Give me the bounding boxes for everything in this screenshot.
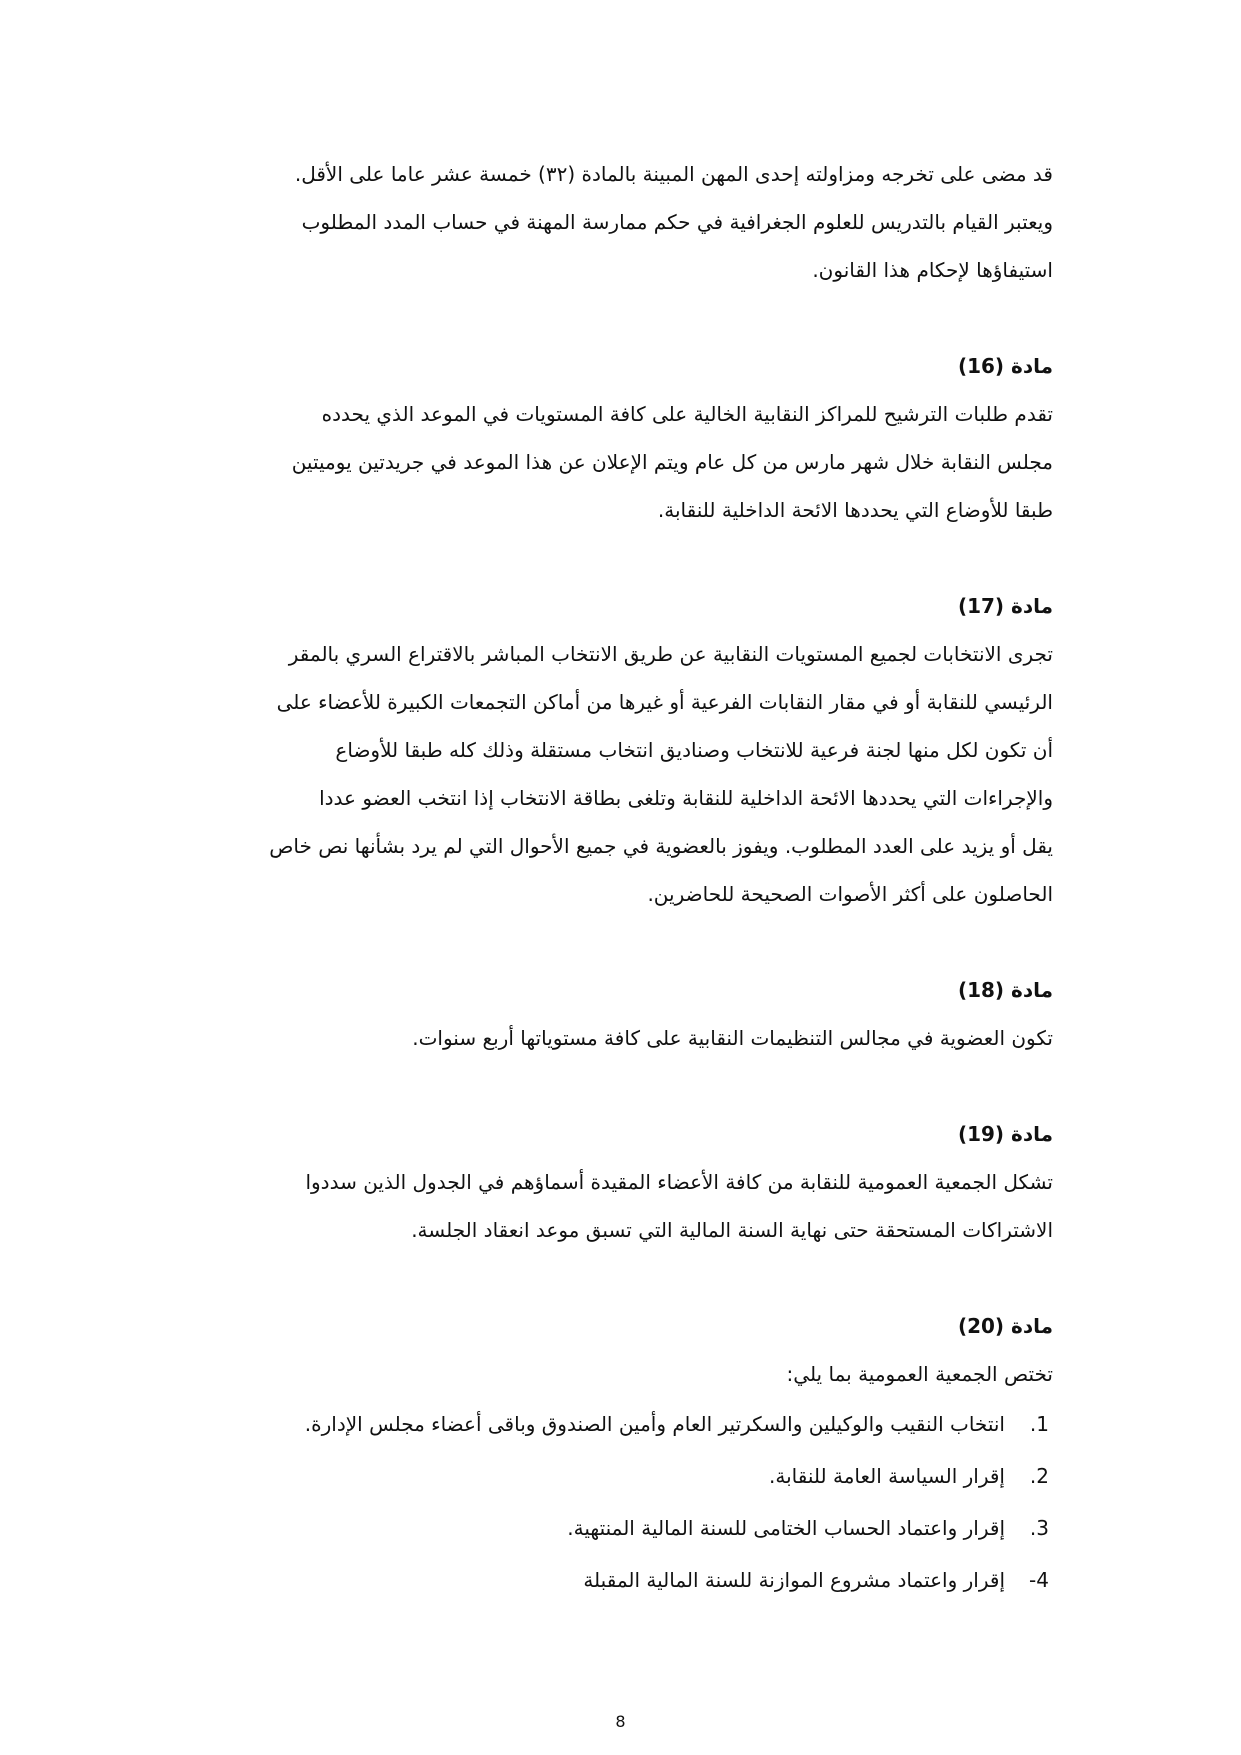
- paragraph-line: تختص الجمعية العمومية بما يلي:: [786, 1362, 1053, 1386]
- paragraph-line: أن تكون لكل منها لجنة فرعية للانتخاب وصناديق انتخاب مستقلة وذلك كله طبقا للأوضاع: [335, 738, 1053, 762]
- list-text: انتخاب النقيب والوكيلين والسكرتير العام وأمين الصندوق وباقى أعضاء مجلس الإدارة.: [304, 1412, 1005, 1436]
- spacer: [173, 1062, 1053, 1110]
- article-17: [173, 582, 1053, 918]
- list-item: [173, 1450, 1053, 1502]
- spacer: [173, 534, 1053, 582]
- paragraph-line: يقل أو يزيد على العدد المطلوب. ويفوز بالعضوية في جميع الأحوال التي لم يرد بشأنها نص خاص: [269, 834, 1053, 858]
- paragraph-line: تكون العضوية في مجالس التنظيمات النقابية على كافة مستوياتها أربع سنوات.: [412, 1026, 1053, 1050]
- numbered-list: [173, 1398, 1053, 1606]
- paragraph-line: تقدم طلبات الترشيح للمراكز النقابية الخالية على كافة المستويات في الموعد الذي يحدده: [321, 402, 1053, 426]
- list-item: [173, 1502, 1053, 1554]
- paragraph-line: مجلس النقابة خلال شهر مارس من كل عام ويتم الإعلان عن هذا الموعد في جريدتين يوميتين: [291, 450, 1053, 474]
- article-16: [173, 342, 1053, 534]
- paragraph-line: تجرى الانتخابات لجميع المستويات النقابية عن طريق الانتخاب المباشر بالاقتراع السري بالمقر: [288, 642, 1053, 666]
- paragraph-line: تشكل الجمعية العمومية للنقابة من كافة الأعضاء المقيدة أسماؤهم في الجدول الذين سددوا: [305, 1170, 1053, 1194]
- document-body: [173, 150, 1053, 1606]
- article-heading: مادة (18): [957, 978, 1053, 1002]
- article-heading: مادة (17): [957, 594, 1053, 618]
- article-heading: مادة (20): [957, 1314, 1053, 1338]
- list-text: إقرار واعتماد الحساب الختامى للسنة المالية المنتهية.: [567, 1516, 1005, 1540]
- spacer: [173, 1254, 1053, 1302]
- paragraph-line: الاشتراكات المستحقة حتى نهاية السنة المالية التي تسبق موعد انعقاد الجلسة.: [411, 1218, 1053, 1242]
- list-number: 2.: [1029, 1464, 1049, 1488]
- paragraph-line: ويعتبر القيام بالتدريس للعلوم الجغرافية في حكم ممارسة المهنة في حساب المدد المطلوب: [301, 210, 1053, 234]
- article-20: [173, 1302, 1053, 1606]
- spacer: [173, 294, 1053, 342]
- article-heading: مادة (19): [957, 1122, 1053, 1146]
- paragraph-line: قد مضى على تخرجه ومزاولته إحدى المهن المبينة بالمادة (٣٢) خمسة عشر عاما على الأقل.: [294, 162, 1053, 186]
- list-number: 1.: [1029, 1412, 1049, 1436]
- list-item: [173, 1398, 1053, 1450]
- spacer: [173, 918, 1053, 966]
- list-item: [173, 1554, 1053, 1606]
- list-text: إقرار واعتماد مشروع الموازنة للسنة المالية المقبلة: [583, 1568, 1005, 1592]
- paragraph-line: طبقا للأوضاع التي يحددها الائحة الداخلية للنقابة.: [657, 498, 1053, 522]
- paragraph-line: الحاصلون على أكثر الأصوات الصحيحة للحاضرين.: [647, 882, 1053, 906]
- list-number: 4-: [1029, 1568, 1049, 1592]
- paragraph-line: استيفاؤها لإحكام هذا القانون.: [812, 258, 1053, 282]
- paragraph-line: والإجراءات التي يحددها الائحة الداخلية للنقابة وتلغى بطاقة الانتخاب إذا انتخب العضو عددا: [319, 786, 1053, 810]
- list-number: 3.: [1029, 1516, 1049, 1540]
- intro-paragraph: [173, 150, 1053, 294]
- article-18: [173, 966, 1053, 1062]
- article-heading: مادة (16): [957, 354, 1053, 378]
- list-text: إقرار السياسة العامة للنقابة.: [769, 1464, 1005, 1488]
- paragraph-line: الرئيسي للنقابة أو في مقار النقابات الفرعية أو غيرها من أماكن التجمعات الكبيرة للأعضاء على: [276, 690, 1053, 714]
- page-number: 8: [615, 1712, 626, 1731]
- article-19: [173, 1110, 1053, 1254]
